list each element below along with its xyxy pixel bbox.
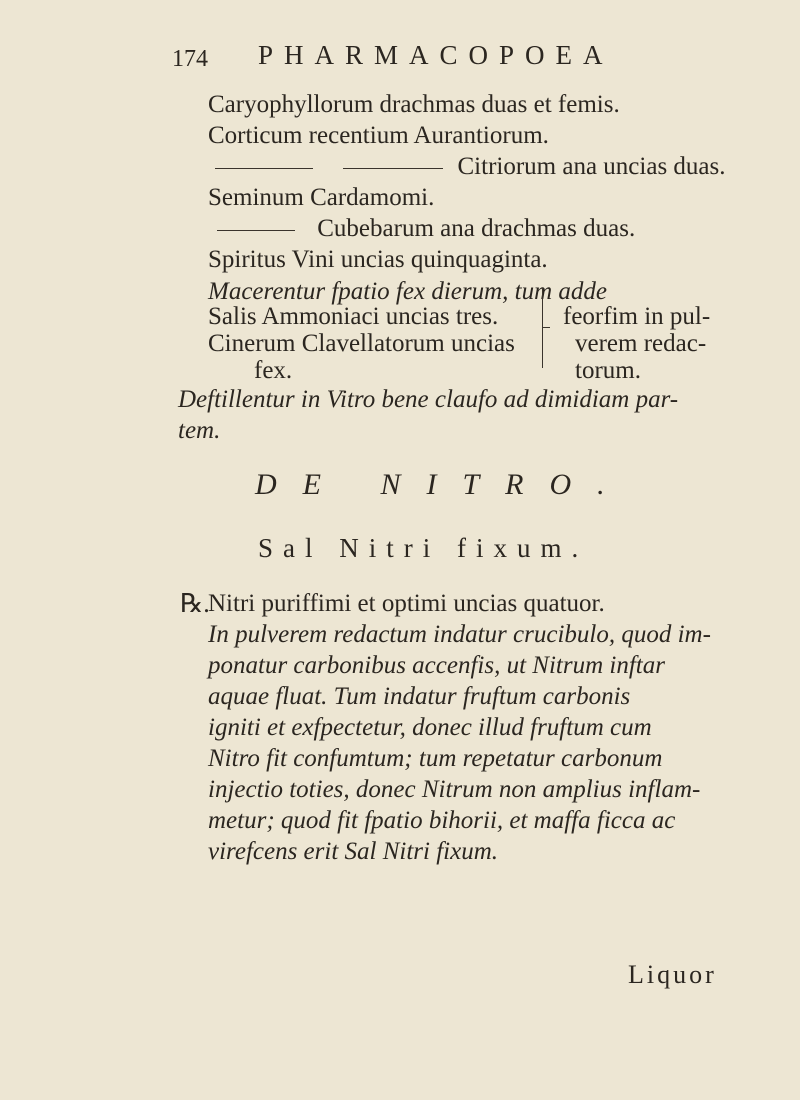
catchword: Liquor — [628, 960, 717, 989]
recipe-line: fex. — [254, 357, 293, 384]
recipe-line: Salis Ammoniaci uncias tres. — [208, 303, 499, 330]
page-number: 174 — [172, 46, 208, 72]
instruction-line: ponatur carbonibus accenfis, ut Nitrum inftar — [208, 652, 665, 679]
instruction-line: aquae fluat. Tum indatur fruftum carbonis — [208, 683, 631, 710]
recipe-line: Spiritus Vini uncias quinquaginta. — [208, 246, 548, 273]
brace-note-line: torum. — [575, 357, 641, 384]
brace-tip — [542, 327, 550, 328]
brace — [532, 288, 543, 368]
ditto-dash — [215, 168, 313, 169]
ditto-dash — [343, 168, 443, 169]
recipe-line: Seminum Cardamomi. — [208, 184, 435, 211]
recipe-line: Cinerum Clavellatorum uncias — [208, 330, 515, 357]
running-title: PHARMACOPOEA — [258, 40, 614, 70]
brace-note-line: verem redac- — [575, 330, 707, 357]
instruction-line: Deftillentur in Vitro bene claufo ad dimidiam par- — [178, 386, 679, 413]
recipe-line: Caryophyllorum drachmas duas et femis. — [208, 91, 620, 118]
recipe-text: Cubebarum ana drachmas duas. — [317, 215, 636, 242]
subsection-heading: Sal Nitri fixum. — [258, 533, 589, 563]
recipe-symbol: ℞. — [180, 589, 210, 618]
recipe-line — [215, 152, 726, 182]
ditto-dash — [217, 230, 295, 231]
instruction-line: injectio toties, donec Nitrum non amplius inflam- — [208, 776, 701, 803]
recipe-line: Corticum recentium Aurantiorum. — [208, 122, 549, 149]
instruction-line: Nitro fit confumtum; tum repetatur carbonum — [208, 745, 663, 772]
section-heading: DE NITRO. — [255, 468, 631, 501]
instruction-line: In pulverem redactum indatur crucibulo, quod im- — [208, 621, 711, 648]
instruction-line: virefcens erit Sal Nitri fixum. — [208, 838, 499, 865]
instruction-line: igniti et exfpectetur, donec illud fruftum cum — [208, 714, 652, 741]
instruction-line: metur; quod fit fpatio bihorii, et maffa ficca ac — [208, 807, 676, 834]
recipe-line — [217, 214, 635, 244]
brace-note-line: feorfim in pul- — [563, 303, 711, 330]
instruction-line: tem. — [178, 417, 221, 444]
instruction-line: Macerentur fpatio fex dierum, tum adde — [208, 278, 607, 305]
recipe-text: Citriorum ana uncias duas. — [457, 153, 726, 180]
recipe-line: Nitri puriffimi et optimi uncias quatuor. — [208, 590, 605, 617]
